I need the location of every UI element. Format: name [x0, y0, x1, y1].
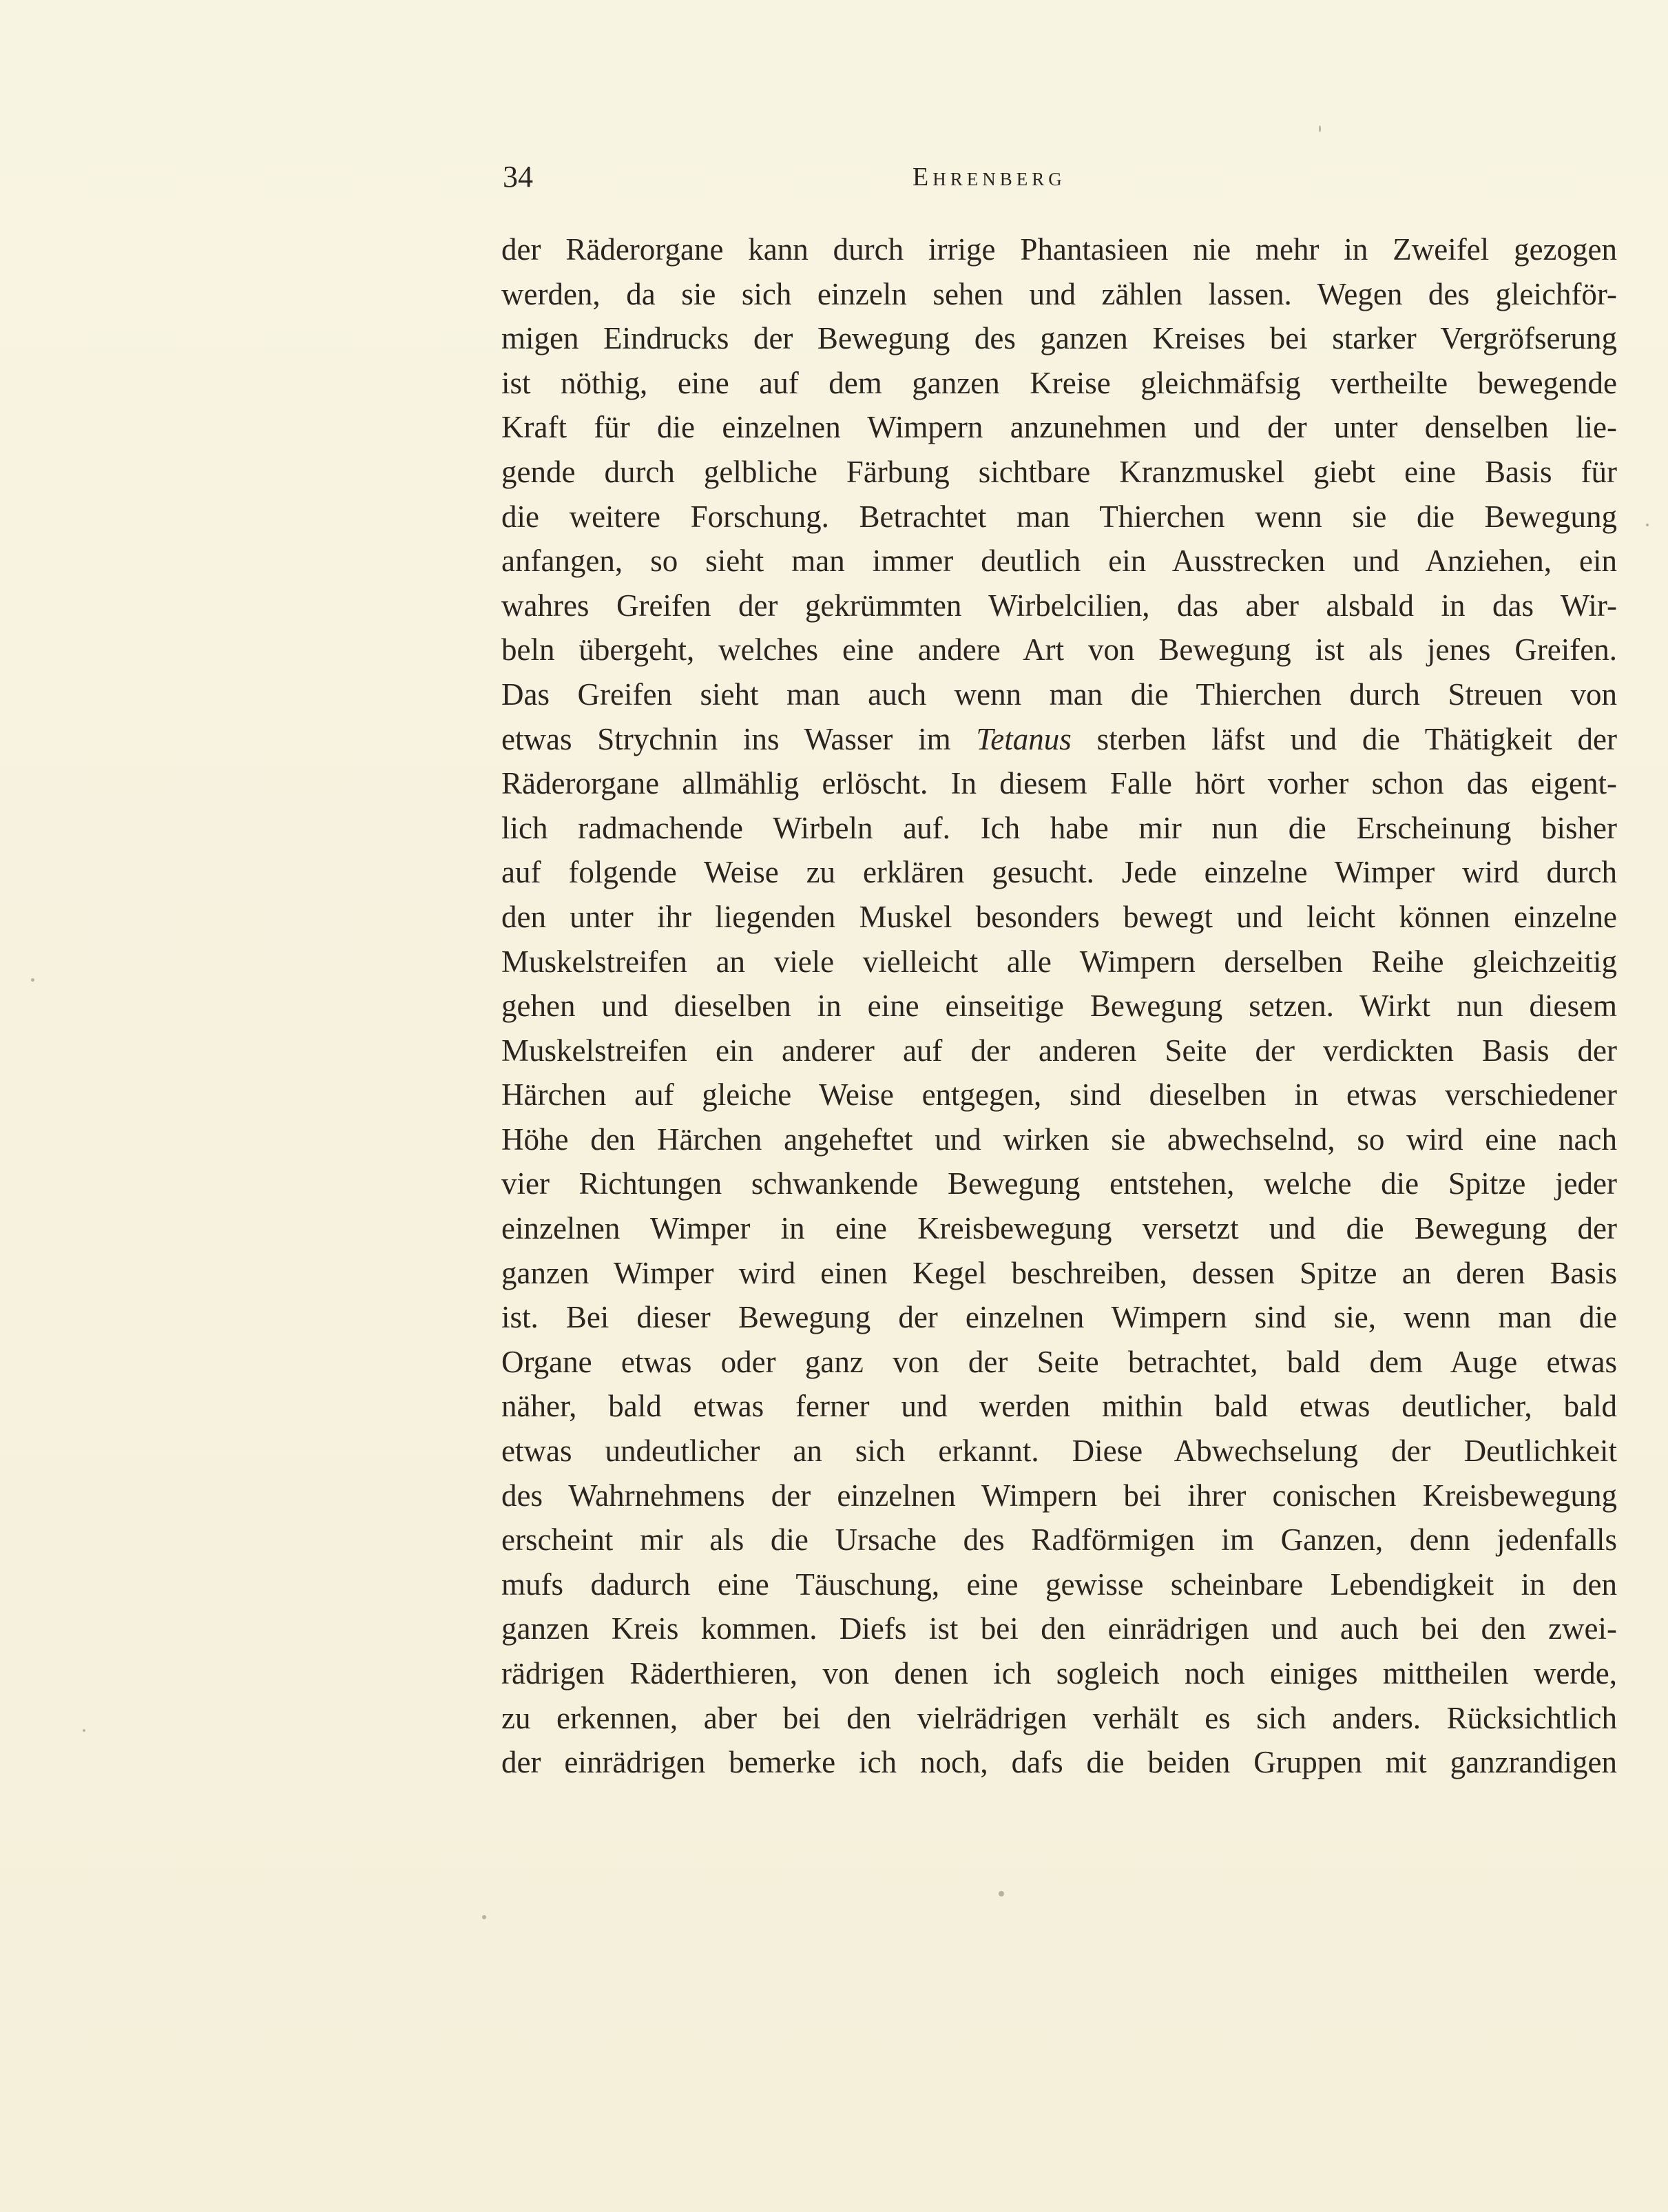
paper-speck — [83, 1729, 85, 1732]
paper-speck — [999, 1891, 1004, 1896]
text-line: erscheint mir als die Ursache des Radförmigen im Ganzen, denn jedenfalls — [501, 1522, 1617, 1558]
text-line: vier Richtungen schwankende Bewegung entstehen, welche die Spitze jeder — [501, 1166, 1617, 1201]
text-line: Kraft für die einzelnen Wimpern anzunehmen und der unter denselben lie- — [501, 410, 1617, 445]
text-line: ist nöthig, eine auf dem ganzen Kreise gleichmäfsig vertheilte bewegende — [501, 365, 1617, 400]
running-head: Ehrenberg — [913, 163, 1066, 192]
paper-speck — [482, 1915, 486, 1919]
text-line: der Räderorgane kann durch irrige Phantasieen nie mehr in Zweifel gezogen — [501, 232, 1617, 267]
text-line: Höhe den Härchen angeheftet und wirken sie abwechselnd, so wird eine nach — [501, 1121, 1617, 1157]
text-line: den unter ihr liegenden Muskel besonders bewegt und leicht können einzelne — [501, 899, 1617, 934]
text-line: näher, bald etwas ferner und werden mithin bald etwas deutlicher, bald — [501, 1389, 1617, 1424]
text-line: des Wahrnehmens der einzelnen Wimpern bei ihrer conischen Kreisbewegung — [501, 1478, 1617, 1513]
text-line: lich radmachende Wirbeln auf. Ich habe mir nun die Erscheinung bisher — [501, 810, 1617, 845]
text-line: rädrigen Räderthieren, von denen ich sogleich noch einiges mittheilen werde, — [501, 1656, 1617, 1691]
text-line: Das Greifen sieht man auch wenn man die Thierchen durch Streuen von — [501, 676, 1617, 712]
text-line: etwas undeutlicher an sich erkannt. Diese Abwechselung der Deutlichkeit — [501, 1434, 1617, 1469]
text-line: die weitere Forschung. Betrachtet man Thierchen wenn sie die Bewegung — [501, 499, 1617, 534]
text-line: migen Eindrucks der Bewegung des ganzen Kreises bei starker Vergröfserung — [501, 321, 1617, 356]
text-line: Härchen auf gleiche Weise entgegen, sind dieselben in etwas verschiedener — [501, 1077, 1617, 1113]
text-line: wahres Greifen der gekrümmten Wirbelcilien, das aber alsbald in das Wir- — [501, 588, 1617, 623]
text-segment: etwas Strychnin ins Wasser im — [501, 721, 977, 756]
italic-term: Tetanus — [976, 721, 1072, 756]
text-line: Muskelstreifen an viele vielleicht alle Wimpern derselben Reihe gleichzeitig — [501, 944, 1617, 979]
page-header — [503, 153, 1612, 201]
text-segment: sterben läfst und die Thätigkeit der — [1071, 721, 1617, 756]
paper-speck — [1319, 125, 1321, 132]
text-line: zu erkennen, aber bei den vielrädrigen verhält es sich anders. Rücksichtlich — [501, 1700, 1617, 1735]
text-line-with-italic — [501, 717, 1617, 762]
text-line: Muskelstreifen ein anderer auf der anderen Seite der verdickten Basis der — [501, 1033, 1617, 1068]
text-line: gende durch gelbliche Färbung sichtbare Kranzmuskel giebt eine Basis für — [501, 454, 1617, 489]
text-line: der einrädrigen bemerke ich noch, dafs die beiden Gruppen mit ganzrandigen — [501, 1745, 1617, 1780]
text-line: gehen und dieselben in eine einseitige Bewegung setzen. Wirkt nun diesem — [501, 989, 1617, 1024]
text-line: auf folgende Weise zu erklären gesucht. Jede einzelne Wimper wird durch — [501, 855, 1617, 890]
text-line: ganzen Wimper wird einen Kegel beschreiben, dessen Spitze an deren Basis — [501, 1255, 1617, 1290]
text-line: ist. Bei dieser Bewegung der einzelnen Wimpern sind sie, wenn man die — [501, 1300, 1617, 1335]
text-line: mufs dadurch eine Täuschung, eine gewisse scheinbare Lebendigkeit in den — [501, 1567, 1617, 1602]
text-line: anfangen, so sieht man immer deutlich ein Ausstrecken und Anziehen, ein — [501, 544, 1617, 579]
text-line: beln übergeht, welches eine andere Art von Bewegung ist als jenes Greifen. — [501, 632, 1617, 668]
text-line: Organe etwas oder ganz von der Seite betrachtet, bald dem Auge etwas — [501, 1344, 1617, 1379]
page-number: 34 — [503, 160, 533, 194]
text-line: werden, da sie sich einzeln sehen und zählen lassen. Wegen des gleichför- — [501, 276, 1617, 311]
text-line: Räderorgane allmählig erlöscht. In diesem Falle hört vorher schon das eigent- — [501, 766, 1617, 801]
paper-speck — [1646, 524, 1649, 526]
text-line: einzelnen Wimper in eine Kreisbewegung versetzt und die Bewegung der — [501, 1211, 1617, 1246]
text-line: ganzen Kreis kommen. Diefs ist bei den einrädrigen und auch bei den zwei- — [501, 1611, 1617, 1646]
body-text — [501, 227, 1617, 1785]
paper-speck — [31, 978, 34, 982]
